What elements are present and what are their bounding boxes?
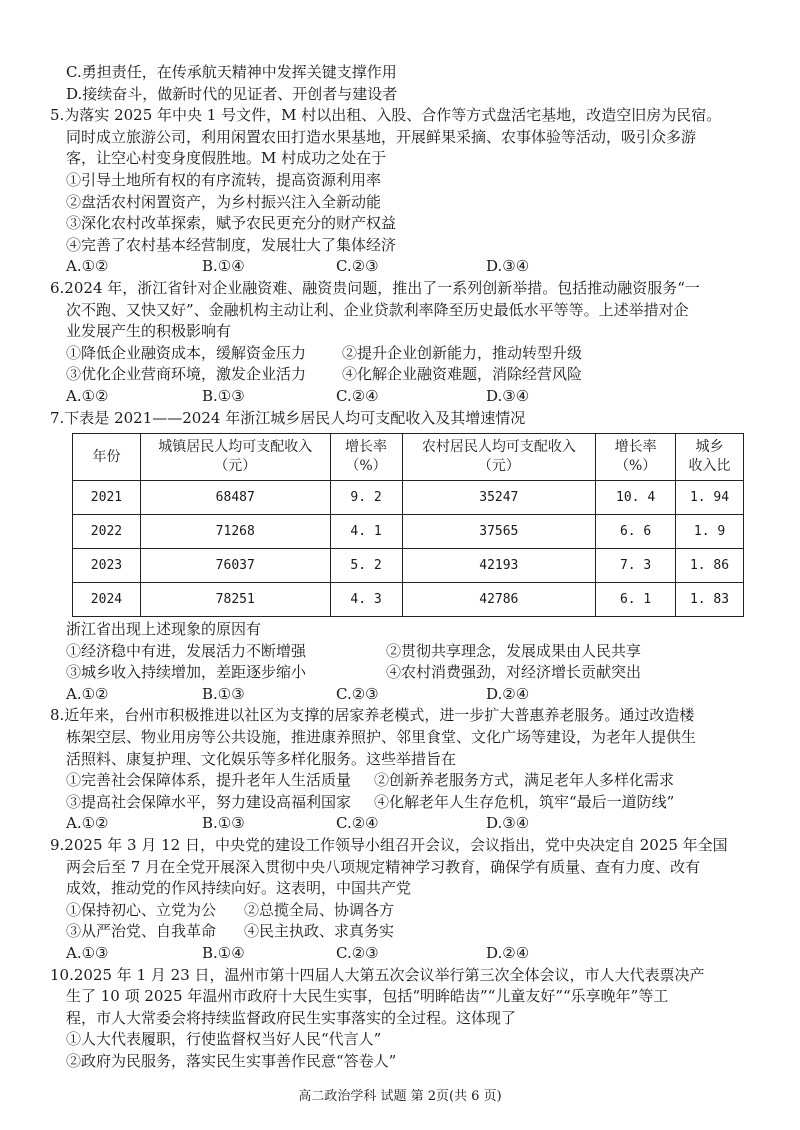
q9-item-2: ②总揽全局、协调各方: [244, 900, 395, 919]
q5-item-3: ③深化农村改革探索，赋予农民更充分的财产权益: [66, 214, 397, 233]
table-cell: 1. 83: [676, 583, 744, 617]
q7-options: [50, 684, 762, 706]
q7-stem: 7.下表是 2021——2024 年浙江城乡居民人均可支配收入及其增速情况: [50, 408, 526, 427]
q5-item-1: ①引导土地所有权的有序流转，提高资源利用率: [66, 170, 382, 189]
table-cell: 2022: [73, 515, 141, 549]
table-cell: 6. 6: [596, 515, 676, 549]
header-urban-income: 城镇居民人均可支配收入 （元）: [140, 434, 330, 481]
q7-after-table: 浙江省出现上述现象的原因有: [66, 620, 262, 639]
q7-item-2: ②贯彻共享理念，发展成果由人民共享: [386, 641, 642, 660]
q7-option-c: C.②③: [336, 684, 379, 703]
q9-option-a: A.①③: [66, 944, 109, 962]
table-header-row: [73, 434, 744, 481]
q7-item-1: ①经济稳中有进，发展活力不断增强: [66, 641, 307, 660]
q6-item-2: ②提升企业创新能力，推动转型升级: [342, 343, 583, 362]
q9-options: [50, 943, 762, 965]
table-cell: 2024: [73, 583, 141, 617]
q6-stem-line-1: 6.2024 年，浙江省针对企业融资难、融资贵问题，推出了一系列创新举措。包括推动融资服务“一: [50, 278, 700, 297]
table-cell: 5. 2: [330, 549, 402, 583]
table-cell: 42786: [402, 583, 596, 617]
q6-items-row-2: [50, 364, 762, 386]
table-cell: 37565: [402, 515, 596, 549]
exam-page: [50, 62, 762, 1073]
q6-item-3: ③优化企业营商环境，激发企业活力: [66, 365, 307, 384]
q5-stem-line-3: 客，让空心村变身度假胜地。M 村成功之处在于: [66, 149, 387, 168]
table-cell: 1. 9: [676, 515, 744, 549]
q9-stem-line-3: 成效，推动党的作风持续向好。这表明，中国共产党: [66, 879, 412, 898]
q4-option-c: C.勇担责任，在传承航天精神中发挥关键支撑作用: [66, 63, 397, 81]
q8-items-row-1: [50, 770, 762, 792]
q5-option-c: C.②③: [336, 257, 379, 276]
table-row: [73, 481, 744, 515]
q9-option-d: D.②④: [486, 944, 530, 962]
q8-item-4: ④化解老年人生存危机，筑牢“最后一道防线”: [374, 792, 675, 811]
q7-items-row-1: [50, 641, 762, 663]
q5-option-a: A.①②: [66, 257, 109, 276]
q8-items-row-2: [50, 792, 762, 814]
q9-item-3: ③从严治党、自我革命: [66, 922, 217, 941]
q8-option-b: B.①③: [202, 814, 245, 833]
q8-item-1: ①完善社会保障体系，提升老年人生活质量: [66, 771, 352, 790]
q9-option-c: C.②③: [336, 944, 379, 962]
table-cell: 6. 1: [596, 583, 676, 617]
q10-stem-line-2: 生了 10 项 2025 年温州市政府十大民生实事，包括“明眸皓齿”“儿童友好”“乐享晚年”等工: [66, 987, 669, 1006]
header-ratio: 城乡 收入比: [676, 434, 744, 481]
table-cell: 10. 4: [596, 481, 676, 515]
table-row: [73, 549, 744, 583]
table-cell: 9. 2: [330, 481, 402, 515]
q7-items-row-2: [50, 662, 762, 684]
header-rural-income: 农村居民人均可支配收入 （元）: [402, 434, 596, 481]
q9-item-1: ①保持初心、立党为公: [66, 900, 217, 919]
q6-options: [50, 386, 762, 408]
table-cell: 2023: [73, 549, 141, 583]
table-cell: 68487: [140, 481, 330, 515]
q8-options: [50, 813, 762, 835]
q7-option-d: D.②④: [486, 684, 530, 703]
q5-option-d: D.③④: [486, 257, 530, 276]
table-cell: 71268: [140, 515, 330, 549]
table-cell: 1. 94: [676, 481, 744, 515]
q5-stem-line-2: 同时成立旅游公司，利用闲置农田打造水果基地，开展鲜果采摘、农事体验等活动，吸引众多游: [66, 127, 697, 146]
q8-stem-line-3: 活照料、康复护理、文化娱乐等多样化服务。这些举措旨在: [66, 749, 457, 768]
q8-item-3: ③提高社会保障水平，努力建设高福利国家: [66, 792, 352, 811]
q7-option-b: B.①③: [202, 684, 245, 703]
table-row: [73, 515, 744, 549]
q4-option-d: D.接续奋斗，做新时代的见证者、开创者与建设者: [66, 84, 398, 103]
q7-item-4: ④农村消费强劲，对经济增长贡献突出: [386, 663, 642, 682]
q5-stem-line-1: 5.为落实 2025 年中央 1 号文件，M 村以出租、入股、合作等方式盘活宅基地，改造空旧房为民宿。: [50, 106, 722, 125]
table-cell: 2021: [73, 481, 141, 515]
q9-option-b: B.①④: [202, 944, 245, 962]
q8-stem-line-1: 8.近年来，台州市积极推进以社区为支撑的居家养老模式，进一步扩大普惠养老服务。通过改造楼: [50, 706, 695, 725]
q6-option-a: A.①②: [66, 386, 109, 405]
header-year: 年份: [73, 434, 141, 481]
q8-option-d: D.③④: [486, 814, 530, 833]
income-table: [72, 433, 744, 617]
q8-item-2: ②创新养老服务方式，满足老年人多样化需求: [374, 771, 675, 790]
table-cell: 42193: [402, 549, 596, 583]
q6-items-row-1: [50, 343, 762, 365]
table-cell: 1. 86: [676, 549, 744, 583]
q6-item-1: ①降低企业融资成本，缓解资金压力: [66, 343, 307, 362]
table-row: [73, 583, 744, 617]
q10-item-1: ①人大代表履职，行使监督权当好人民“代言人”: [66, 1030, 382, 1049]
table-cell: 78251: [140, 583, 330, 617]
q9-stem-line-2: 两会后至 7 月在全党开展深入贯彻中央八项规定精神学习教育，确保学有质量、查有力度、改有: [66, 857, 701, 876]
q9-stem-line-1: 9.2025 年 3 月 12 日，中央党的建设工作领导小组召开会议，会议指出，党中央决定自 2025 年全国: [50, 836, 728, 855]
q8-stem-line-2: 栋架空层、物业用房等公共设施，推进康养照护、邻里食堂、文化广场等建设，为老年人提供生: [66, 728, 697, 747]
q5-options: [50, 256, 762, 278]
q7-item-3: ③城乡收入持续增加，差距逐步缩小: [66, 663, 307, 682]
header-rural-growth: 增长率 （%）: [596, 434, 676, 481]
q6-stem-line-3: 业发展产生的积极影响有: [66, 322, 232, 341]
q9-items-row-1: [50, 900, 762, 922]
table-cell: 7. 3: [596, 549, 676, 583]
q6-option-b: B.①③: [202, 386, 245, 405]
q5-item-4: ④完善了农村基本经营制度，发展壮大了集体经济: [66, 235, 397, 254]
table-cell: 4. 1: [330, 515, 402, 549]
q6-item-4: ④化解企业融资难题，消除经营风险: [342, 365, 583, 384]
q9-items-row-2: [50, 921, 762, 943]
q5-option-b: B.①④: [202, 257, 245, 276]
q10-stem-line-1: 10.2025 年 1 月 23 日，温州市第十四届人大第五次会议举行第三次全体会议，市人大代表票决产: [50, 965, 705, 984]
q7-option-a: A.①②: [66, 684, 109, 703]
q6-option-d: D.③④: [486, 386, 530, 405]
table-cell: 35247: [402, 481, 596, 515]
page-footer: 高二政治学科 试题 第 2页(共 6 页): [298, 1089, 502, 1104]
header-urban-growth: 增长率 （%）: [330, 434, 402, 481]
q8-option-c: C.②④: [336, 814, 379, 833]
q5-item-2: ②盘活农村闲置资产，为乡村振兴注入全新动能: [66, 192, 382, 211]
q10-stem-line-3: 程，市人大常委会将持续监督政府民生实事落实的全过程。这体现了: [66, 1008, 517, 1027]
q8-option-a: A.①②: [66, 814, 109, 833]
q6-stem-line-2: 次不跑、又快又好”、金融机构主动让利、企业贷款利率降至历史最低水平等等。上述举措对企: [66, 300, 689, 319]
table-cell: 76037: [140, 549, 330, 583]
table-cell: 4. 3: [330, 583, 402, 617]
q10-item-2: ②政府为民服务，落实民生实事善作民意“答卷人”: [66, 1051, 397, 1070]
q9-item-4: ④民主执政、求真务实: [244, 922, 395, 941]
q6-option-c: C.②④: [336, 386, 379, 405]
